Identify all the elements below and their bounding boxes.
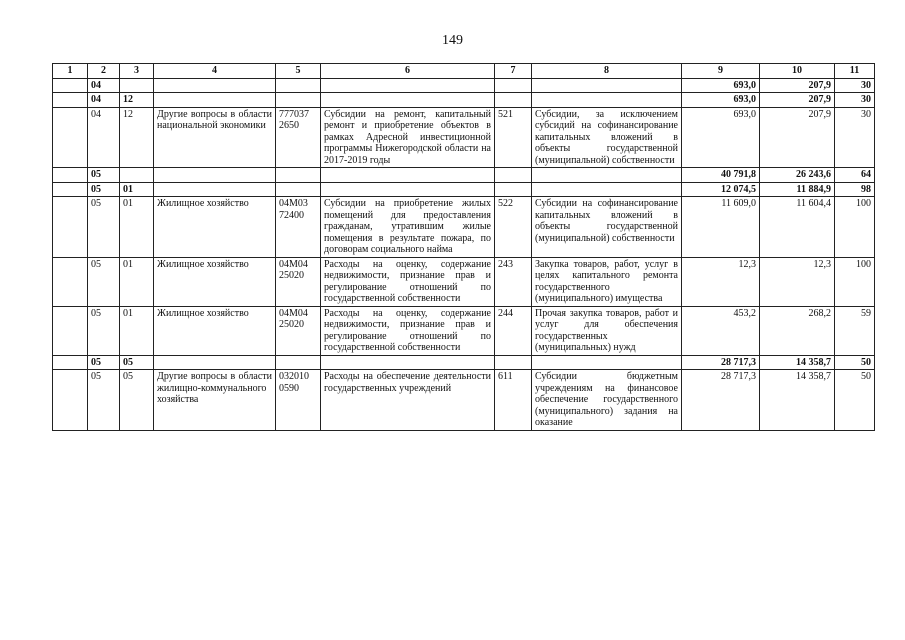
cell-expense-type-code <box>495 78 532 93</box>
cell-section-name <box>154 168 276 183</box>
cell-section-name: Жилищное хозяйство <box>154 197 276 258</box>
cell-section-name: Другие вопросы в области жилищно-коммунального хозяйства <box>154 370 276 431</box>
cell-expense-type-code: 521 <box>495 107 532 168</box>
cell-expense-description <box>321 168 495 183</box>
cell-expense-type-code: 244 <box>495 306 532 355</box>
cell-target-article: 04М04 25020 <box>276 257 321 306</box>
cell-col-1 <box>53 306 88 355</box>
cell-executed-amount: 11 604,4 <box>760 197 835 258</box>
cell-target-article <box>276 93 321 108</box>
cell-section: 04 <box>88 107 120 168</box>
header-cell: 4 <box>154 64 276 79</box>
cell-percent: 64 <box>835 168 875 183</box>
cell-executed-amount: 268,2 <box>760 306 835 355</box>
cell-expense-type-code: 243 <box>495 257 532 306</box>
cell-percent: 30 <box>835 93 875 108</box>
cell-percent: 50 <box>835 355 875 370</box>
cell-planned-amount: 28 717,3 <box>682 355 760 370</box>
cell-percent: 50 <box>835 370 875 431</box>
cell-expense-type-name <box>532 93 682 108</box>
cell-expense-description <box>321 355 495 370</box>
cell-planned-amount: 453,2 <box>682 306 760 355</box>
cell-target-article <box>276 355 321 370</box>
table-body <box>53 78 875 430</box>
cell-target-article <box>276 168 321 183</box>
header-cell: 5 <box>276 64 321 79</box>
cell-executed-amount: 14 358,7 <box>760 370 835 431</box>
header-cell: 3 <box>120 64 154 79</box>
cell-subsection: 12 <box>120 93 154 108</box>
cell-executed-amount: 207,9 <box>760 93 835 108</box>
cell-section-name: Жилищное хозяйство <box>154 257 276 306</box>
cell-col-1 <box>53 257 88 306</box>
cell-expense-description <box>321 93 495 108</box>
cell-subsection: 05 <box>120 370 154 431</box>
cell-executed-amount: 207,9 <box>760 78 835 93</box>
cell-section: 05 <box>88 370 120 431</box>
cell-percent: 30 <box>835 78 875 93</box>
cell-expense-type-name: Субсидии, за исключением субсидий на софинансирование капитальных вложений в объекты государственной (муниципальной) собственности <box>532 107 682 168</box>
cell-col-1 <box>53 107 88 168</box>
cell-col-1 <box>53 78 88 93</box>
cell-planned-amount: 28 717,3 <box>682 370 760 431</box>
table-row <box>53 168 875 183</box>
cell-expense-description: Расходы на оценку, содержание недвижимости, признание прав и регулирование отношений по государственной собственности <box>321 257 495 306</box>
cell-subsection <box>120 78 154 93</box>
cell-planned-amount: 12,3 <box>682 257 760 306</box>
cell-expense-type-name: Прочая закупка товаров, работ и услуг для обеспечения государственных (муниципальных) нужд <box>532 306 682 355</box>
table-row <box>53 93 875 108</box>
cell-percent: 100 <box>835 257 875 306</box>
cell-percent: 59 <box>835 306 875 355</box>
cell-col-1 <box>53 93 88 108</box>
header-cell: 2 <box>88 64 120 79</box>
cell-section: 04 <box>88 93 120 108</box>
cell-executed-amount: 26 243,6 <box>760 168 835 183</box>
cell-executed-amount: 207,9 <box>760 107 835 168</box>
budget-table <box>52 63 875 431</box>
table-header-row <box>53 64 875 79</box>
cell-target-article <box>276 78 321 93</box>
cell-subsection: 01 <box>120 197 154 258</box>
header-cell: 1 <box>53 64 88 79</box>
cell-expense-type-name <box>532 182 682 197</box>
cell-expense-description <box>321 78 495 93</box>
cell-subsection: 01 <box>120 306 154 355</box>
cell-col-1 <box>53 182 88 197</box>
cell-target-article: 032010 0590 <box>276 370 321 431</box>
cell-executed-amount: 12,3 <box>760 257 835 306</box>
cell-planned-amount: 12 074,5 <box>682 182 760 197</box>
page-number: 149 <box>442 33 463 48</box>
cell-expense-description: Субсидии на приобретение жилых помещений для предоставления гражданам, утратившим жилые помещения в результате пожара, по договорам социального найма <box>321 197 495 258</box>
cell-expense-description <box>321 182 495 197</box>
table-row <box>53 257 875 306</box>
header-cell: 9 <box>682 64 760 79</box>
table-row <box>53 107 875 168</box>
cell-planned-amount: 693,0 <box>682 107 760 168</box>
header-cell: 10 <box>760 64 835 79</box>
cell-subsection: 05 <box>120 355 154 370</box>
cell-section: 05 <box>88 197 120 258</box>
cell-section: 05 <box>88 355 120 370</box>
cell-target-article: 04М04 25020 <box>276 306 321 355</box>
cell-percent: 98 <box>835 182 875 197</box>
cell-expense-description: Субсидии на ремонт, капитальный ремонт и приобретение объектов в рамках Адресной инвестиционной программы Нижегородской области на 2017-2019 годы <box>321 107 495 168</box>
cell-section: 05 <box>88 168 120 183</box>
cell-section: 04 <box>88 78 120 93</box>
header-cell: 8 <box>532 64 682 79</box>
cell-expense-type-code <box>495 355 532 370</box>
cell-section-name <box>154 355 276 370</box>
cell-expense-description: Расходы на оценку, содержание недвижимости, признание прав и регулирование отношений по государственной собственности <box>321 306 495 355</box>
cell-subsection: 01 <box>120 182 154 197</box>
cell-section: 05 <box>88 257 120 306</box>
cell-expense-type-name <box>532 78 682 93</box>
table-row <box>53 182 875 197</box>
cell-percent: 30 <box>835 107 875 168</box>
cell-col-1 <box>53 370 88 431</box>
cell-col-1 <box>53 168 88 183</box>
cell-executed-amount: 11 884,9 <box>760 182 835 197</box>
cell-subsection: 12 <box>120 107 154 168</box>
cell-section-name: Другие вопросы в области национальной экономики <box>154 107 276 168</box>
cell-subsection: 01 <box>120 257 154 306</box>
header-cell: 11 <box>835 64 875 79</box>
cell-planned-amount: 693,0 <box>682 93 760 108</box>
cell-section-name <box>154 182 276 197</box>
table-row <box>53 355 875 370</box>
table-row <box>53 306 875 355</box>
cell-expense-type-code <box>495 182 532 197</box>
cell-expense-type-name: Закупка товаров, работ, услуг в целях капитального ремонта государственного (муниципального) имущества <box>532 257 682 306</box>
cell-section: 05 <box>88 306 120 355</box>
cell-target-article <box>276 182 321 197</box>
table-row <box>53 370 875 431</box>
cell-col-1 <box>53 355 88 370</box>
cell-planned-amount: 40 791,8 <box>682 168 760 183</box>
cell-expense-type-code: 522 <box>495 197 532 258</box>
cell-expense-type-name <box>532 168 682 183</box>
table-row <box>53 197 875 258</box>
header-cell: 6 <box>321 64 495 79</box>
cell-target-article: 04М03 72400 <box>276 197 321 258</box>
cell-expense-type-name <box>532 355 682 370</box>
header-cell: 7 <box>495 64 532 79</box>
cell-planned-amount: 693,0 <box>682 78 760 93</box>
cell-expense-type-code <box>495 93 532 108</box>
cell-subsection <box>120 168 154 183</box>
cell-expense-type-code: 611 <box>495 370 532 431</box>
cell-section-name <box>154 78 276 93</box>
cell-planned-amount: 11 609,0 <box>682 197 760 258</box>
cell-percent: 100 <box>835 197 875 258</box>
cell-col-1 <box>53 197 88 258</box>
cell-expense-type-name: Субсидии на софинансирование капитальных вложений в объекты государственной (муниципальной) собственности <box>532 197 682 258</box>
cell-expense-description: Расходы на обеспечение деятельности государственных учреждений <box>321 370 495 431</box>
cell-section-name: Жилищное хозяйство <box>154 306 276 355</box>
cell-expense-type-code <box>495 168 532 183</box>
cell-section: 05 <box>88 182 120 197</box>
cell-expense-type-name: Субсидии бюджетным учреждениям на финансовое обеспечение государственного (муниципального) задания на оказание <box>532 370 682 431</box>
table-row <box>53 78 875 93</box>
cell-target-article: 777037 2650 <box>276 107 321 168</box>
cell-executed-amount: 14 358,7 <box>760 355 835 370</box>
cell-section-name <box>154 93 276 108</box>
